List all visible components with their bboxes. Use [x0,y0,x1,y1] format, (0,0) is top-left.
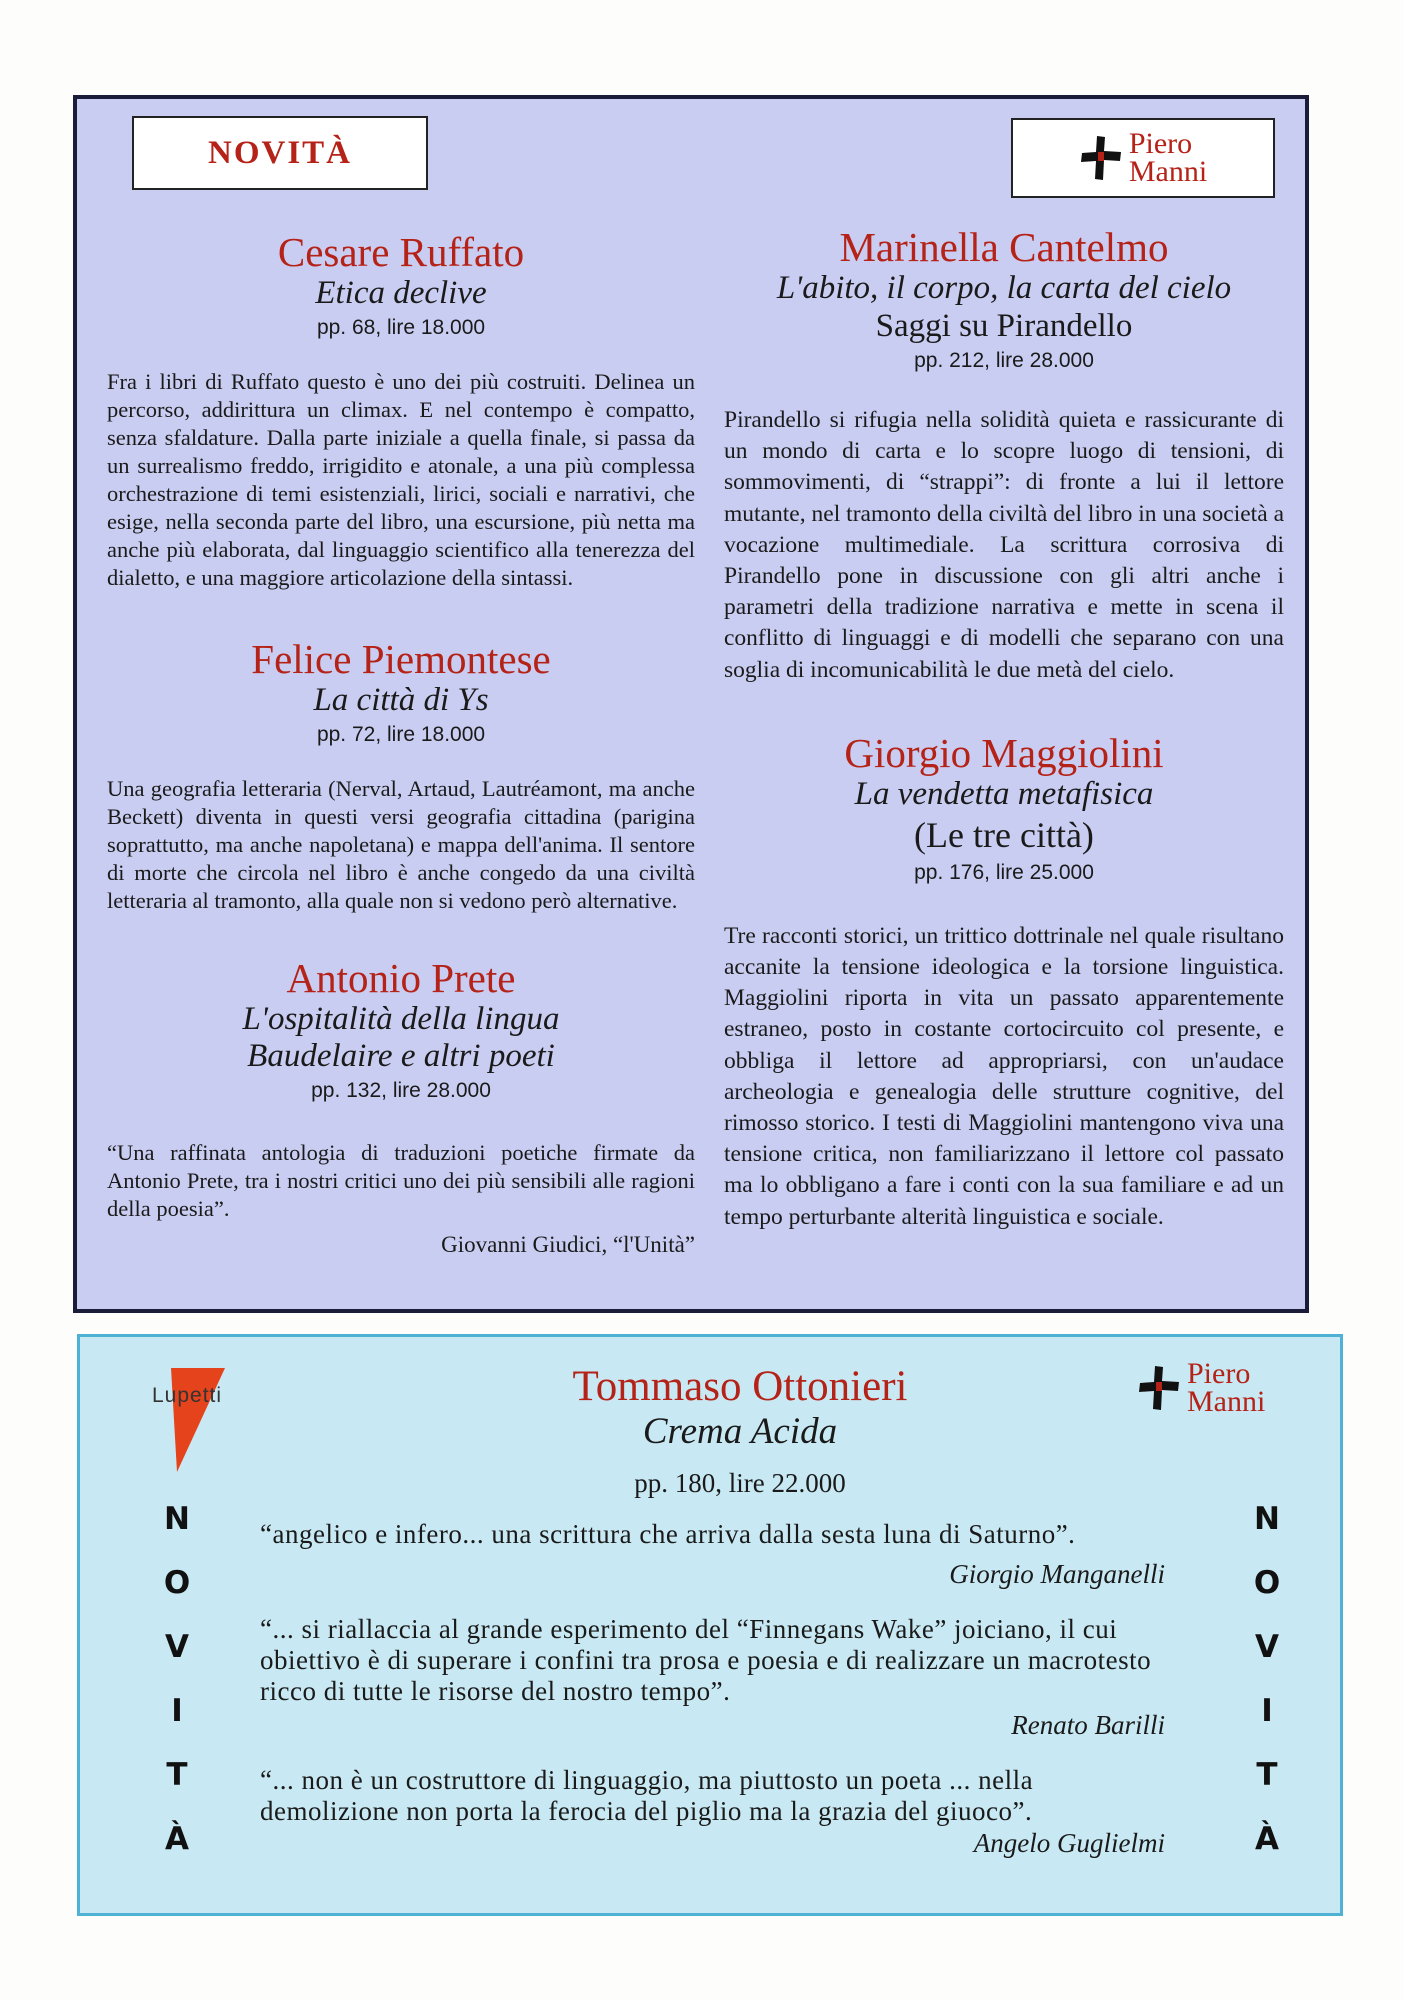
review-quote [260,1519,1165,1590]
quote-author: Angelo Guglielmi [973,1828,1165,1858]
review-quote [260,1614,1165,1741]
novita-badge-label: NOVITÀ [207,134,353,171]
publisher-name-first: Piero [1128,127,1193,160]
book-title: La città di Ys [313,682,489,718]
book-title: La vendetta metafisica [854,775,1154,812]
book-subtitle: (Le tre città) [914,814,1094,855]
right-column [724,224,1284,1233]
novita-letter: V [165,1629,189,1665]
book-entry-cantelmo [724,224,1284,686]
novita-letter: T [1256,1757,1278,1793]
catalog-panel [73,95,1309,1313]
review-attribution: Giovanni Giudici, “l'Unità” [441,1232,695,1257]
novita-vertical-right [1244,1487,1290,1871]
publisher-logo [1137,1357,1266,1418]
novita-letter: N [1254,1501,1280,1537]
novita-letter: O [1253,1565,1281,1601]
left-column [107,229,695,1259]
novita-badge [132,116,428,190]
publisher-cross-icon [1079,134,1123,182]
review-quotes [260,1519,1165,1883]
novita-letter: I [1261,1693,1273,1729]
book-pages-price: pp. 72, lire 18.000 [316,723,486,746]
novita-vertical-left [154,1487,200,1871]
book-entry-prete [107,955,695,1259]
publisher-logo [1011,118,1275,198]
book-pages-price: pp. 212, lire 28.000 [914,349,1094,372]
publisher-name-last: Manni [1187,1385,1266,1418]
book-description: Fra i libri di Ruffato questo è uno dei più costruiti. Delinea un percorso, addirittura un climax. E nel contempo è compatto, senza sfaldature. Dalla parte iniziale a quella finale, si passa da un surrealismo freddo, irrigidito e atonale, a una più complessa orchestrazione di temi esistenziali, lirici, sociali e narrativi, che esige, nella seconda parte del libro, una escursione, più netta ma anche più elaborata, dal linguaggio scientifico alla tenerezza del dialetto, e una maggiore articolazione della sintassi. [107,369,695,590]
book-author: Cesare Ruffato [277,229,525,275]
book-title: L'ospitalità della lingua [242,1001,560,1037]
coeditor-name: Lupetti [152,1384,223,1407]
book-author: Marinella Cantelmo [839,224,1169,270]
book-author: Felice Piemontese [251,636,551,682]
featured-book-panel [77,1334,1343,1916]
book-title: Etica declive [315,275,487,311]
quote-text: “... si riallaccia al grande esperimento del “Finnegans Wake” joiciano, il cui obiettivo è di superare i confini tra prosa e poesia e di realizzare un macrotesto ricco di tutte le risorse del nostro tempo”. [260,1614,1152,1706]
book-entry-piemontese [107,636,695,915]
book-subtitle: Baudelaire e altri poeti [247,1038,555,1074]
quote-author: Giorgio Manganelli [949,1559,1165,1589]
novita-letter: I [171,1693,183,1729]
book-author: Giorgio Maggiolini [844,729,1164,776]
book-title: L'abito, il corpo, la carta del cielo [776,270,1232,306]
novita-letter: À [165,1821,189,1857]
book-pages-price: pp. 180, lire 22.000 [634,1468,846,1498]
novita-letter: À [1255,1821,1279,1857]
book-pages-price: pp. 132, lire 28.000 [311,1079,491,1102]
novita-letter: T [166,1757,188,1793]
book-author: Antonio Prete [286,955,516,1001]
book-description: Una geografia letteraria (Nerval, Artaud, Lautréamont, ma anche Beckett) diventa in questi versi geografia cittadina (parigina soprattutto, ma anche napoletana) e mappa dell'anima. Il sentore di morte che circola nel libro è anche congedo da una civiltà letteraria al tramonto, alla quale non si vedono però alternative. [107,776,695,913]
book-description: Pirandello si rifugia nella solidità quieta e rassicurante di un mondo di carta e lo scopre luogo di tensioni, di sommovimenti, di “strappi”: di fronte a lui il lettore mutante, nel tramonto della civiltà del libro in una società a vocazione multimediale. La scrittura corrosiva di Pirandello pone in discussione con gli altri anche i parametri della tradizione narrativa e mette in scena il conflitto di linguaggi e di modelli che separano con una soglia di incomunicabilità le due metà del cielo. [724,407,1284,683]
novita-letter: O [163,1565,191,1601]
book-review-quote: “Una raffinata antologia di traduzioni poetiche firmate da Antonio Prete, tra i nostri critici uno dei più sensibili alle ragioni della poesia”. [107,1140,695,1221]
book-author: Tommaso Ottonieri [572,1363,908,1410]
book-entry-ruffato [107,229,695,592]
featured-book-heading [500,1363,980,1499]
book-subtitle: Saggi su Pirandello [875,308,1133,344]
book-pages-price: pp. 68, lire 18.000 [316,316,486,339]
novita-letter: V [1255,1629,1279,1665]
publisher-name-last: Manni [1128,155,1208,188]
publisher-name-first: Piero [1187,1357,1251,1390]
book-pages-price: pp. 176, lire 25.000 [914,860,1094,884]
book-description: Tre racconti storici, un trittico dottrinale nel quale risultano accanite la tensione ideologica e la torsione linguistica. Maggiolini riporta in vita un passato apparentemente estraneo, posto in costante cortocircuito col presente, e obbliga il lettore ad appropriarsi, con un'audace archeologia e genealogia delle strutture cognitive, del rimosso storico. I testi di Maggiolini mantengono viva una tensione critica, non familiarizzano il lettore col passato ma lo obbligano a fare i conti con la sua familiare e ad un tempo perturbante alterità linguistica e sociale. [724,922,1284,1230]
quote-text: “angelico e infero... una scrittura che arriva dalla sesta luna di Saturno”. [260,1519,1076,1549]
book-entry-maggiolini [724,730,1284,1233]
quote-author: Renato Barilli [1011,1710,1165,1740]
review-quote [260,1765,1165,1859]
novita-letter: N [164,1501,190,1537]
quote-text: “... non è un costruttore di linguaggio, ma piuttosto un poeta ... nella demolizione non porta la ferocia del piglio ma la grazia del giuoco”. [260,1765,1034,1826]
book-title: Crema Acida [642,1411,838,1452]
publisher-cross-icon [1137,1364,1181,1412]
